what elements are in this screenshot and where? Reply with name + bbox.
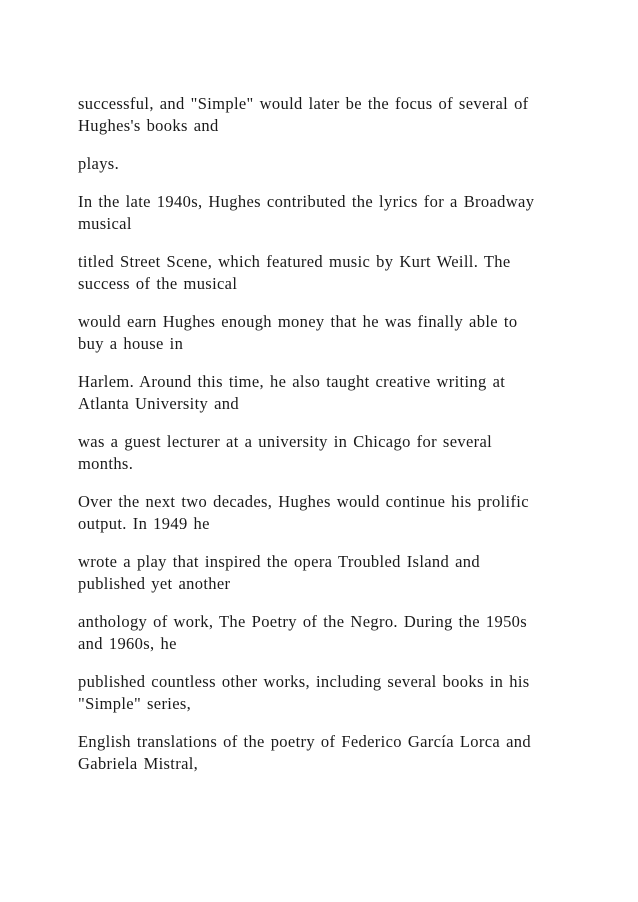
text-line: success of the musical bbox=[78, 274, 238, 293]
text-line: and 1960s, he bbox=[78, 634, 177, 653]
text-line: would earn Hughes enough money that he was finally able to bbox=[78, 312, 518, 331]
text-line: "Simple" series, bbox=[78, 694, 192, 713]
text-line: output. In 1949 he bbox=[78, 514, 210, 533]
text-line: In the late 1940s, Hughes contributed the lyrics for a Broadway bbox=[78, 192, 535, 211]
body-text bbox=[78, 93, 578, 791]
text-line: Hughes's books and bbox=[78, 116, 219, 135]
text-line: Gabriela Mistral, bbox=[78, 754, 199, 773]
text-line: published countless other works, including several books in his bbox=[78, 672, 530, 691]
text-line: Harlem. Around this time, he also taught creative writing at bbox=[78, 372, 506, 391]
text-line: anthology of work, The Poetry of the Negro. During the 1950s bbox=[78, 612, 528, 631]
text-line: was a guest lecturer at a university in Chicago for several bbox=[78, 432, 493, 451]
paragraph-4 bbox=[78, 251, 578, 295]
text-line: plays. bbox=[78, 154, 120, 173]
text-line: Atlanta University and bbox=[78, 394, 239, 413]
paragraph-10 bbox=[78, 611, 578, 655]
text-line: months. bbox=[78, 454, 134, 473]
paragraph-1 bbox=[78, 93, 578, 137]
text-line: wrote a play that inspired the opera Troubled Island and bbox=[78, 552, 480, 571]
paragraph-3 bbox=[78, 191, 578, 235]
paragraph-5 bbox=[78, 311, 578, 355]
paragraph-2 bbox=[78, 153, 578, 175]
paragraph-9 bbox=[78, 551, 578, 595]
text-line: Over the next two decades, Hughes would continue his prolific bbox=[78, 492, 529, 511]
text-line: successful, and "Simple" would later be the focus of several of bbox=[78, 94, 529, 113]
paragraph-12 bbox=[78, 731, 578, 775]
text-line: English translations of the poetry of Federico García Lorca and bbox=[78, 732, 531, 751]
text-line: titled Street Scene, which featured music by Kurt Weill. The bbox=[78, 252, 511, 271]
paragraph-11 bbox=[78, 671, 578, 715]
paragraph-8 bbox=[78, 491, 578, 535]
paragraph-6 bbox=[78, 371, 578, 415]
text-line: musical bbox=[78, 214, 132, 233]
paragraph-7 bbox=[78, 431, 578, 475]
text-line: published yet another bbox=[78, 574, 231, 593]
text-line: buy a house in bbox=[78, 334, 184, 353]
